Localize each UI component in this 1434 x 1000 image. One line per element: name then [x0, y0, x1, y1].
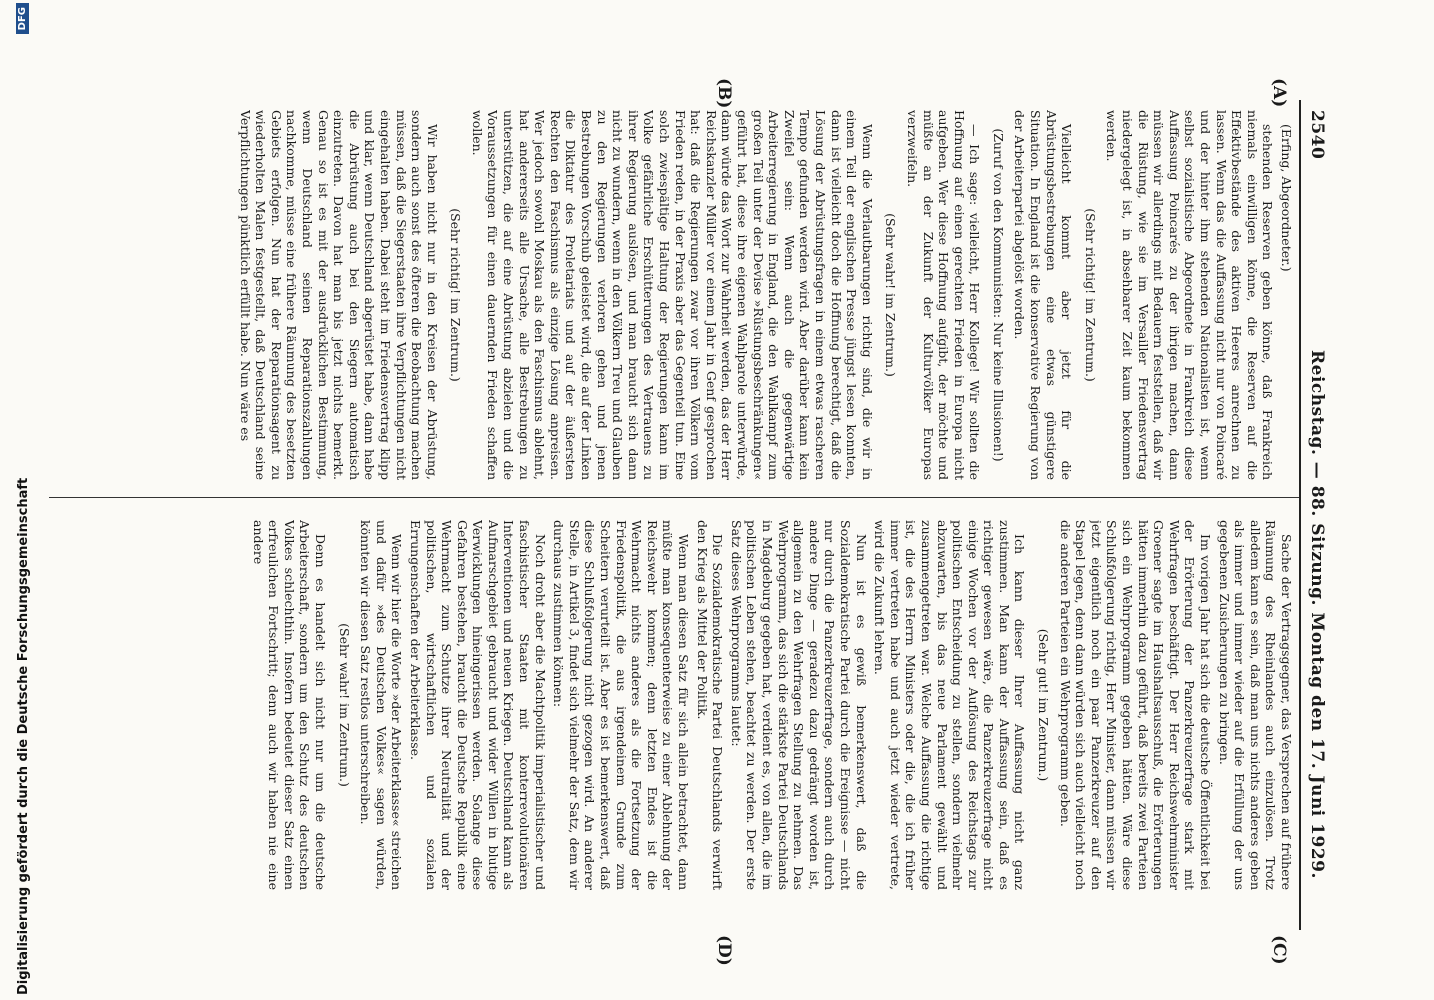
paragraph: Vielleicht kommt aber jetzt für die Abrüstungsbestrebungen eine etwas günstigere Situation. In England ist die konservative Regierung von der Arbeiterpartei abgelöst worden. [1012, 110, 1075, 480]
page-number: 2540 [1307, 110, 1327, 160]
paragraph: Wir haben nicht nur in den Kreisen der Abrüstung, sondern auch sonst des öfteren die Beobachtung machen müssen, daß die Siegerstaaten ihre Verpflichtungen nicht eingehalten haben. Dabei steht im Friedensvertrag klipp und klar, wenn Deutschland abgerüstet habe, dann habe die Abrüstung auch bei den Siegern automatisch einzutreten. Davon hat man bis jetzt nichts bemerkt. Genau so ist es mit der ausdrücklichen Bestimmung, wenn Deutschland seinen Reparationszahlungen nachkomme, müsse eine frühere Räumung des besetzten Gebiets erfolgen. Nun hat der Reparationsagent zu wiederholten Malen festgestellt, daß Deutschland seine Verpflichtungen pünktlich erfüllt habe. Nun wäre es [237, 110, 440, 480]
interjection: (Sehr wahr! im Zentrum.) [883, 213, 899, 377]
interjection: (Sehr wahr! im Zentrum.) [336, 623, 352, 787]
paragraph: stehenden Reserven geben könne, daß Frankreich niemals einwilligen könne, die Reserven auf die Effektivbestände des aktiven Heeres anrechnen zu lassen. Wenn das die Auffassung nicht nur von Poincaré und der hinter ihm stehenden Nationalisten ist, wenn selbst sozialistische Abgeordnete in Frankreich diese Auffassung Poincarés zu der ihrigen machen, dann müssen wir allerdings mit Bedauern feststellen, daß wir die Rüstung, wie sie im Versailler Friedensvertrag niedergelegt ist, in absehbarer Zeit kaum bekommen werden. [1104, 110, 1276, 480]
paragraph: — Ich sage: vielleicht, Herr Kollege! Wir sollten die Hoffnung auf einen gerechten Frieden in Europa nicht aufgeben. Wer diese Hoffnung aufgibt, der möchte und müßte an der Zukunft der Kulturvölker Europas verzweifeln. [904, 110, 983, 480]
margin-mark-d: (D) [714, 935, 734, 966]
margin-mark-c: (C) [1269, 935, 1289, 965]
quotation: Die Sozialdemokratische Partei Deutschlands verwirft den Krieg als Mittel der Politik. [694, 520, 726, 890]
paragraph: Ich kann dieser Ihrer Auffassung nicht ganz zustimmen. Man kann der Auffassung sein, daß es richtiger gewesen wäre, die Panzerkreuzerfrage nicht einige Wochen vor der Auflösung des Reichstags zur politischen Entscheidung zu stellen, sondern vielmehr abzuwarten, bis das neue Parlament gewählt und zusammengetreten war. Welche Auffassung die richtige ist, die des Herrn Ministers oder die, die ich früher immer vertreten habe und auch jetzt wieder vertrete, wird die Zukunft lehren. [872, 520, 1028, 890]
interjection: (Sehr richtig! im Zentrum.) [448, 208, 464, 382]
interjection: (Sehr richtig! im Zentrum.) [1082, 208, 1098, 382]
paragraph: (Erfing, Abgeordneter.) [1279, 124, 1294, 272]
session-title: Reichstag. — 88. Sitzung. Montag den 17. Juni 1929. [1307, 350, 1327, 879]
paragraph: Wenn die Verlautbarungen richtig sind, die wir in einem Teil der englischen Presse jüngst lesen konnten, dann ist vielleicht doch die Hoffnung berechtigt, daß die Lösung der Abrüstungsfragen in einem etwas rascheren Tempo gefunden werden wird. Aber darüber kann kein Zweifel sein: Wenn auch die gegenwärtige Arbeiterregierung in England, die den Wahlkampf zum großen Teil unter der Devise »Rüstungsbeschränkungen« geführt hat, diese ihre eigenen Wahlparole unterwürde, dann würde das Wort zur Wahrheit werden, das der Herr Reichskanzler Müller vor einem Jahr in Genf gesprochen hat: daß die Regierungen zwar vor ihren Völkern vom Frieden reden, in der Praxis aber das Gegenteil tun. Eine solch zwiespältige Haltung der Regierungen kann im Volke gefährliche Erschütterungen des Vertrauens zu ihrer Regierung auslösen, und man braucht sich dann nicht zu wundern, wenn in den Völkern Treu und Glauben zu den Regierungen verloren gehen und jenen Bestrebungen Vorschub geleistet wird, die auf der Linken die Diktatur des Proletariats und auf der äußersten Rechten den Faschismus als einzige Lösung anpreisen. Wer jedoch sowohl Moskau als den Faschismus ablehnt, hat andererseits alle Ursache, alle Bestrebungen zu unterstützen, die auf eine Abrüstung abzielen und die Voraussetzungen für einen dauernden Frieden schaffen wollen. [469, 110, 875, 480]
right-text-column [54, 520, 1294, 890]
paragraph: Sache der Vertragsgegner, das Versprechen auf frühere Räumung des Rheinlandes auch einzulösen. Trotz alledem kann es sein, daß man uns nichts anderes geben als immer und immer wieder auf die Erfüllung der uns gegebenen Zusicherungen zu bringen. [1216, 520, 1294, 890]
digitization-note [16, 5, 36, 995]
interjection: (Zuruf von den Kommunisten: Nur keine Illusionen!) [990, 128, 1006, 462]
margin-mark-a: (A) [1269, 78, 1289, 108]
paragraph: Wenn man diesen Satz für sich allein betrachtet, dann müßte man konsequenterweise zu einer Ablehnung der Reichswehr kommen; denn letzten Endes ist die Wehrmacht nichts anderes als die Fortsetzung der Friedenspolitik, die aus irgendeinem Grunde zum Scheitern verurteilt ist. Aber es ist bemerkenswert, daß diese Schlußfolgerung nicht gezogen wird. An anderer Stelle, in Artikel 3, findet sich vielmehr der Satz, dem wir durchaus zustimmen können: [551, 520, 692, 890]
interjection: (Sehr gut! im Zentrum.) [1036, 628, 1052, 782]
quotation: Noch droht aber die Machtpolitik imperialistischer und faschistischer Staaten mit konterrevolutionären Interventionen und neuen Kriegen. Deutschland kann als Aufmarschgebiet gebraucht und wider Willen in blutige Verwicklungen hineingerissen werden. Solange diese Gefahren bestehen, braucht die Deutsche Republik eine Wehrmacht zum Schutze ihrer Neutralität und der politischen, wirtschaftlichen und sozialen Errungenschaften der Arbeiterklasse. [407, 520, 548, 890]
margin-mark-b: (B) [714, 78, 734, 109]
page-header [1299, 100, 1329, 930]
paragraph: Im vorigen Jahr hat sich die deutsche Öffentlichkeit bei der Erörterung der Panzerkreuzerfrage stark mit Wehrfragen beschäftigt. Der Herr Reichswehrminister Groener sagte im Haushaltsausschuß, die Erörterungen hätten immerhin dazu geführt, daß bereits zwei Parteien sich ein Wehrprogramm gegeben hätten. Wäre diese Schlußfolgerung richtig, Herr Minister, dann müssen wir jetzt eigentlich noch ein paar Panzerkreuzer auf den Stapel legen, denn dann würden sich auch vielleicht noch die anderen Parteien ein Wehrprogramm geben. [1057, 520, 1214, 890]
paragraph: Wenn wir hier die Worte »der Arbeiterklasse« streichen und dafür »des Deutschen Volkes« sagen würden, könnten wir diesen Satz restlos unterschreiben. [358, 520, 405, 890]
digitization-text: Digitalisierung gefördert durch die Deutsche Forschungsgemeinschaft [16, 477, 31, 995]
column-divider [49, 497, 1299, 498]
dfg-logo: DFG [16, 3, 29, 34]
left-text-column [54, 110, 1294, 480]
paragraph: Denn es handelt sich nicht nur um die deutsche Arbeiterschaft, sondern um den Schutz des deutschen Volkes schlechthin. Insofern bedeutet dieser Satz einen erfreulichen Fortschritt; denn auch wir haben nie eine andere [250, 520, 328, 890]
paragraph: Nun ist es gewiß bemerkenswert, daß die Sozialdemokratische Partei durch die Ereignisse — nicht nur durch die Panzerkreuzerfrage, sondern auch durch andere Dinge — geradezu dazu gedrängt worden ist, allgemein zu den Wehrfragen Stellung zu nehmen. Das Wehrprogramm, das sich die stärkste Partei Deutschlands in Magdeburg gegeben hat, verdient es, von allen, die im politischen Leben stehen, beachtet zu werden. Der erste Satz dieses Wehrprogramms lautet: [728, 520, 869, 890]
